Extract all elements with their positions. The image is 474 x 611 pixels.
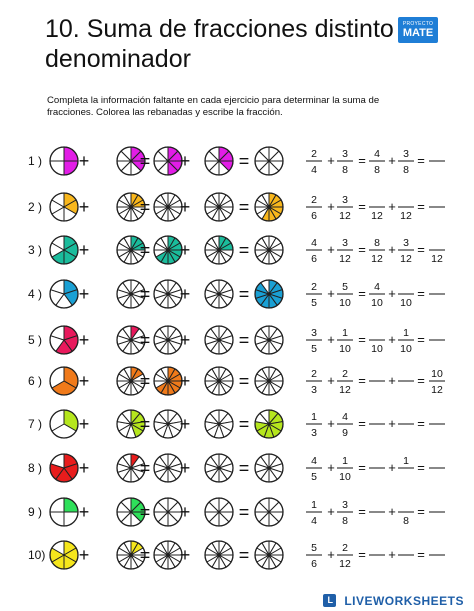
fraction-denominator: 12 — [339, 558, 351, 570]
equals-sign: = — [417, 332, 425, 347]
fraction-pie-3 — [154, 326, 182, 354]
equals-sign: = — [358, 504, 366, 519]
plus-sign: + — [327, 332, 335, 347]
fraction-denominator: 3 — [311, 384, 317, 396]
plus-sign: + — [388, 547, 396, 562]
plus-sign: + — [179, 458, 191, 478]
fraction-denominator: 8 — [403, 164, 409, 176]
plus-sign: + — [388, 332, 396, 347]
fraction-numerator: 1 — [342, 455, 348, 467]
fraction-pie-5 — [255, 410, 283, 438]
equals-sign: = — [238, 197, 250, 217]
fraction-numerator: 3 — [342, 499, 348, 511]
equals-sign: = — [139, 414, 151, 434]
fraction-denominator: 5 — [311, 297, 317, 309]
plus-sign: + — [388, 504, 396, 519]
equals-sign: = — [358, 416, 366, 431]
logo-bottom-text: MATE — [402, 27, 434, 39]
plus-sign: + — [327, 199, 335, 214]
fraction-numerator: 4 — [342, 411, 348, 423]
equals-sign: = — [238, 414, 250, 434]
plus-sign: + — [388, 416, 396, 431]
equals-sign: = — [139, 371, 151, 391]
exercise-number: 7 ) — [28, 417, 43, 431]
fraction-numerator: 1 — [342, 327, 348, 339]
fraction-denominator: 9 — [342, 427, 348, 439]
fraction-pie-1 — [50, 454, 78, 482]
fraction-numerator: 1 — [403, 455, 409, 467]
exercise-number: 4 ) — [28, 287, 43, 301]
equals-sign: = — [139, 330, 151, 350]
fraction-numerator: 4 — [311, 455, 317, 467]
fraction-numerator: 5 — [311, 542, 317, 554]
equals-sign: = — [358, 199, 366, 214]
fraction-pie-4 — [205, 193, 233, 221]
equals-sign: = — [358, 286, 366, 301]
plus-sign: + — [179, 240, 191, 260]
equals-sign: = — [139, 458, 151, 478]
fraction-pie-3 — [154, 236, 182, 264]
equals-sign: = — [238, 240, 250, 260]
fraction-pie-5 — [255, 193, 283, 221]
fraction-pie-1 — [50, 193, 78, 221]
plus-sign: + — [327, 416, 335, 431]
exercise-number: 9 ) — [28, 505, 43, 519]
fraction-pie-4 — [205, 280, 233, 308]
fraction-denominator: 10 — [339, 471, 351, 483]
fraction-numerator: 1 — [311, 499, 317, 511]
plus-sign: + — [327, 460, 335, 475]
equals-sign: = — [417, 153, 425, 168]
fraction-numerator: 1 — [311, 411, 317, 423]
equals-sign: = — [358, 373, 366, 388]
plus-sign: + — [388, 286, 396, 301]
plus-sign: + — [388, 460, 396, 475]
fraction-denominator: 10 — [339, 343, 351, 355]
fraction-pie-4 — [205, 498, 233, 526]
equals-sign: = — [358, 153, 366, 168]
equals-sign: = — [139, 545, 151, 565]
fraction-denominator: 12 — [339, 253, 351, 265]
fraction-denominator: 8 — [342, 515, 348, 527]
fraction-numerator: 10 — [431, 368, 443, 380]
equals-sign: = — [417, 199, 425, 214]
fraction-denominator: 12 — [371, 210, 383, 222]
fraction-numerator: 4 — [311, 237, 317, 249]
fraction-pie-1 — [50, 541, 78, 569]
exercise-number: 10) — [28, 548, 46, 562]
fraction-pie-3 — [154, 280, 182, 308]
equals-sign: = — [417, 460, 425, 475]
fraction-pie-1 — [50, 147, 78, 175]
plus-sign: + — [179, 545, 191, 565]
fraction-denominator: 10 — [400, 297, 412, 309]
fraction-numerator: 2 — [311, 148, 317, 160]
fraction-pie-5 — [255, 326, 283, 354]
plus-sign: + — [78, 371, 90, 391]
fraction-pie-5 — [255, 498, 283, 526]
plus-sign: + — [179, 197, 191, 217]
equals-sign: = — [358, 460, 366, 475]
logo-top-text: PROYECTO — [402, 21, 434, 27]
fraction-denominator: 3 — [311, 427, 317, 439]
fraction-numerator: 3 — [403, 237, 409, 249]
fraction-pie-5 — [255, 280, 283, 308]
fraction-pie-1 — [50, 410, 78, 438]
fraction-numerator: 4 — [374, 148, 380, 160]
fraction-denominator: 12 — [400, 210, 412, 222]
plus-sign: + — [78, 545, 90, 565]
equals-sign: = — [417, 242, 425, 257]
fraction-denominator: 5 — [311, 471, 317, 483]
plus-sign: + — [327, 286, 335, 301]
fraction-pie-4 — [205, 147, 233, 175]
fraction-pie-4 — [205, 236, 233, 264]
fraction-denominator: 8 — [374, 164, 380, 176]
equals-sign: = — [358, 242, 366, 257]
exercise-number: 8 ) — [28, 461, 43, 475]
instructions: Completa la información faltante en cada ejercicio para determinar la suma de fracciones. Colorea las rebanadas y escribe la fracción. — [47, 95, 380, 118]
plus-sign: + — [327, 547, 335, 562]
fraction-denominator: 10 — [339, 297, 351, 309]
exercise-number: 1 ) — [28, 154, 43, 168]
fraction-denominator: 12 — [431, 253, 443, 265]
equals-sign: = — [238, 502, 250, 522]
equals-sign: = — [417, 373, 425, 388]
fraction-numerator: 2 — [342, 368, 348, 380]
plus-sign: + — [179, 502, 191, 522]
plus-sign: + — [78, 458, 90, 478]
fraction-numerator: 2 — [311, 281, 317, 293]
fraction-pie-4 — [205, 367, 233, 395]
fraction-numerator: 3 — [403, 148, 409, 160]
equals-sign: = — [238, 330, 250, 350]
equals-sign: = — [139, 284, 151, 304]
equals-sign: = — [238, 371, 250, 391]
equals-sign: = — [238, 458, 250, 478]
fraction-pie-1 — [50, 367, 78, 395]
equals-sign: = — [358, 547, 366, 562]
fraction-pie-3 — [154, 410, 182, 438]
plus-sign: + — [179, 330, 191, 350]
fraction-denominator: 12 — [371, 253, 383, 265]
worksheet-title: 10. Suma de fracciones distinto denominador — [45, 15, 394, 73]
equals-sign: = — [358, 332, 366, 347]
liveworksheets-brand: LIVEWORKSHEETS — [344, 594, 464, 608]
plus-sign: + — [78, 414, 90, 434]
fraction-pie-1 — [50, 280, 78, 308]
equals-sign: = — [238, 151, 250, 171]
fraction-denominator: 12 — [400, 253, 412, 265]
fraction-denominator: 8 — [342, 164, 348, 176]
fraction-denominator: 6 — [311, 210, 317, 222]
exercise-number: 2 ) — [28, 200, 43, 214]
fraction-pie-1 — [50, 326, 78, 354]
fraction-pie-5 — [255, 541, 283, 569]
fraction-numerator: 3 — [342, 237, 348, 249]
fraction-denominator: 6 — [311, 253, 317, 265]
equals-sign: = — [139, 502, 151, 522]
plus-sign: + — [388, 242, 396, 257]
fraction-numerator: 1 — [403, 327, 409, 339]
fraction-denominator: 4 — [311, 164, 317, 176]
plus-sign: + — [179, 284, 191, 304]
plus-sign: + — [78, 502, 90, 522]
equals-sign: = — [417, 547, 425, 562]
plus-sign: + — [388, 153, 396, 168]
fraction-pie-1 — [50, 236, 78, 264]
fraction-pie-5 — [255, 367, 283, 395]
fraction-pie-3 — [154, 367, 182, 395]
plus-sign: + — [78, 240, 90, 260]
plus-sign: + — [388, 199, 396, 214]
logo-mark-text: L — [327, 595, 333, 605]
equals-sign: = — [417, 416, 425, 431]
fraction-pie-5 — [255, 147, 283, 175]
fraction-pie-5 — [255, 454, 283, 482]
exercise-number: 5 ) — [28, 333, 43, 347]
fraction-numerator: 8 — [374, 237, 380, 249]
plus-sign: + — [327, 242, 335, 257]
fraction-numerator: 2 — [342, 542, 348, 554]
equals-sign: = — [417, 286, 425, 301]
fraction-denominator: 6 — [311, 558, 317, 570]
fraction-numerator: 3 — [342, 194, 348, 206]
fraction-pie-5 — [255, 236, 283, 264]
equals-sign: = — [139, 151, 151, 171]
fraction-denominator: 10 — [371, 343, 383, 355]
equals-sign: = — [139, 240, 151, 260]
fraction-numerator: 2 — [311, 368, 317, 380]
fraction-denominator: 10 — [371, 297, 383, 309]
fraction-numerator: 3 — [342, 148, 348, 160]
fraction-pie-3 — [154, 454, 182, 482]
exercise-number: 6 ) — [28, 374, 43, 388]
fraction-denominator: 4 — [311, 515, 317, 527]
fraction-denominator: 12 — [339, 210, 351, 222]
plus-sign: + — [78, 151, 90, 171]
plus-sign: + — [327, 153, 335, 168]
plus-sign: + — [179, 414, 191, 434]
plus-sign: + — [179, 371, 191, 391]
plus-sign: + — [78, 197, 90, 217]
fraction-denominator: 12 — [431, 384, 443, 396]
fraction-pie-3 — [154, 147, 182, 175]
fraction-denominator: 8 — [403, 515, 409, 527]
fraction-pie-3 — [154, 193, 182, 221]
fraction-numerator: 2 — [311, 194, 317, 206]
fraction-pie-4 — [205, 541, 233, 569]
equals-sign: = — [238, 545, 250, 565]
plus-sign: + — [327, 504, 335, 519]
fraction-pie-3 — [154, 498, 182, 526]
fraction-denominator: 10 — [400, 343, 412, 355]
exercise-number: 3 ) — [28, 243, 43, 257]
fraction-denominator: 5 — [311, 343, 317, 355]
plus-sign: + — [179, 151, 191, 171]
equals-sign: = — [417, 504, 425, 519]
fraction-pie-1 — [50, 498, 78, 526]
fraction-pie-3 — [154, 541, 182, 569]
equals-sign: = — [139, 197, 151, 217]
fraction-pie-4 — [205, 454, 233, 482]
fraction-numerator: 4 — [374, 281, 380, 293]
fraction-numerator: 5 — [342, 281, 348, 293]
plus-sign: + — [78, 284, 90, 304]
fraction-numerator: 3 — [311, 327, 317, 339]
fraction-pie-4 — [205, 326, 233, 354]
plus-sign: + — [327, 373, 335, 388]
fraction-denominator: 12 — [339, 384, 351, 396]
plus-sign: + — [78, 330, 90, 350]
fraction-pie-4 — [205, 410, 233, 438]
plus-sign: + — [388, 373, 396, 388]
equals-sign: = — [238, 284, 250, 304]
